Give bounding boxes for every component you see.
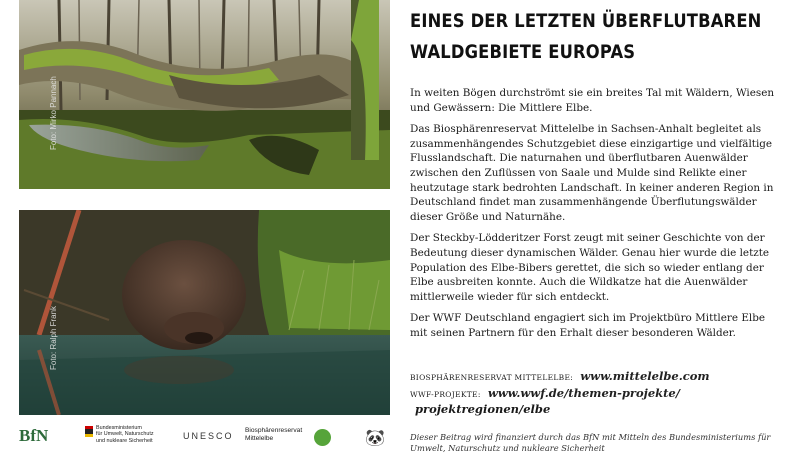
paragraph: Der WWF Deutschland engagiert sich im Projektbüro Mittlere Elbe mit seinen Partnern für den Erhalt dieser besonderen Wälder. bbox=[410, 312, 766, 339]
bmu-text-line: für Umwelt, Naturschutz bbox=[96, 431, 154, 438]
photo-credit: Foto: Mirko Pannach bbox=[49, 76, 58, 150]
bmu-text-line: Bundesministerium bbox=[96, 425, 142, 431]
headline bbox=[410, 6, 790, 68]
wwf-link-continued[interactable]: projektregionen/elbe bbox=[415, 402, 551, 416]
wwf-label: WWF-PROJEKTE: bbox=[410, 389, 481, 399]
biosphere-text-line: Mittelelbe bbox=[245, 435, 274, 442]
article-body bbox=[410, 86, 782, 348]
headline-line: EINES DER LETZTEN ÜBERFLUTBAREN bbox=[410, 10, 762, 32]
bmu-text-line: und nukleare Sicherheit bbox=[96, 437, 153, 444]
panda-icon: 🐼 bbox=[365, 430, 385, 447]
logo-bar bbox=[19, 425, 399, 450]
federal-eagle-icon bbox=[85, 426, 93, 437]
links-section bbox=[410, 369, 790, 417]
biosphere-label: BIOSPHÄRENRESERVAT MITTELELBE: bbox=[410, 373, 574, 382]
beaver-photo bbox=[19, 210, 390, 415]
headline-line: WALDGEBIETE EUROPAS bbox=[410, 41, 636, 63]
biosphere-link-row bbox=[410, 369, 790, 386]
biosphere-link[interactable]: www.mittelelbe.com bbox=[580, 369, 710, 383]
paragraph: Das Biosphärenreservat Mittelelbe in Sachsen-Anhalt begleitet als zusammenhängendes Schutzgebiet diese einzigartige und vielfältige Flusslandschaft. Die naturnahen und überflutbaren Auenwälder zwischen den Zuflüssen von Saale und Mulde sind Relikte einer heutzutage stark bedrohten Landschaft. In keiner anderen Region in Deutschland findet man zusammenhängende Überflutungswälder dieser Größe und Naturnähe. bbox=[410, 123, 774, 223]
paragraph: In weiten Bögen durchströmt sie ein breites Tal mit Wäldern, Wiesen und Gewässern: Die Mittlere Elbe. bbox=[410, 87, 775, 114]
funding-footnote: Dieser Beitrag wird finanziert durch das BfN mit Mitteln des Bundesministeriums für Umwelt, Naturschutz und nukleare Sicherheit bbox=[410, 432, 771, 453]
bmu-logo bbox=[85, 425, 196, 444]
wwf-link[interactable]: www.wwf.de/themen-projekte/ bbox=[487, 385, 680, 400]
biosphere-logo bbox=[245, 427, 317, 443]
biosphere-icon bbox=[314, 429, 331, 446]
photo-credit: Foto: Ralph Frank bbox=[49, 305, 58, 370]
unesco-logo: UNESCO bbox=[183, 431, 234, 441]
paragraph: Der Steckby-Lödderitzer Forst zeugt mit seiner Geschichte von der Bedeutung dieser dynamischen Wälder. Genau hier wurde die letzte Population des Elbe-Bibers gerettet, die sich so wieder entlang der Elbe ausbreiten konnte. Auch die Wildkatze hat die Auenwälder mittlerweile wieder für sich entdeckt. bbox=[410, 232, 770, 303]
wwf-link-row bbox=[410, 386, 790, 417]
forest-photo bbox=[19, 0, 390, 189]
biosphere-text-line: Biosphärenreservat bbox=[245, 427, 303, 434]
bfn-logo: BfN bbox=[19, 426, 49, 445]
